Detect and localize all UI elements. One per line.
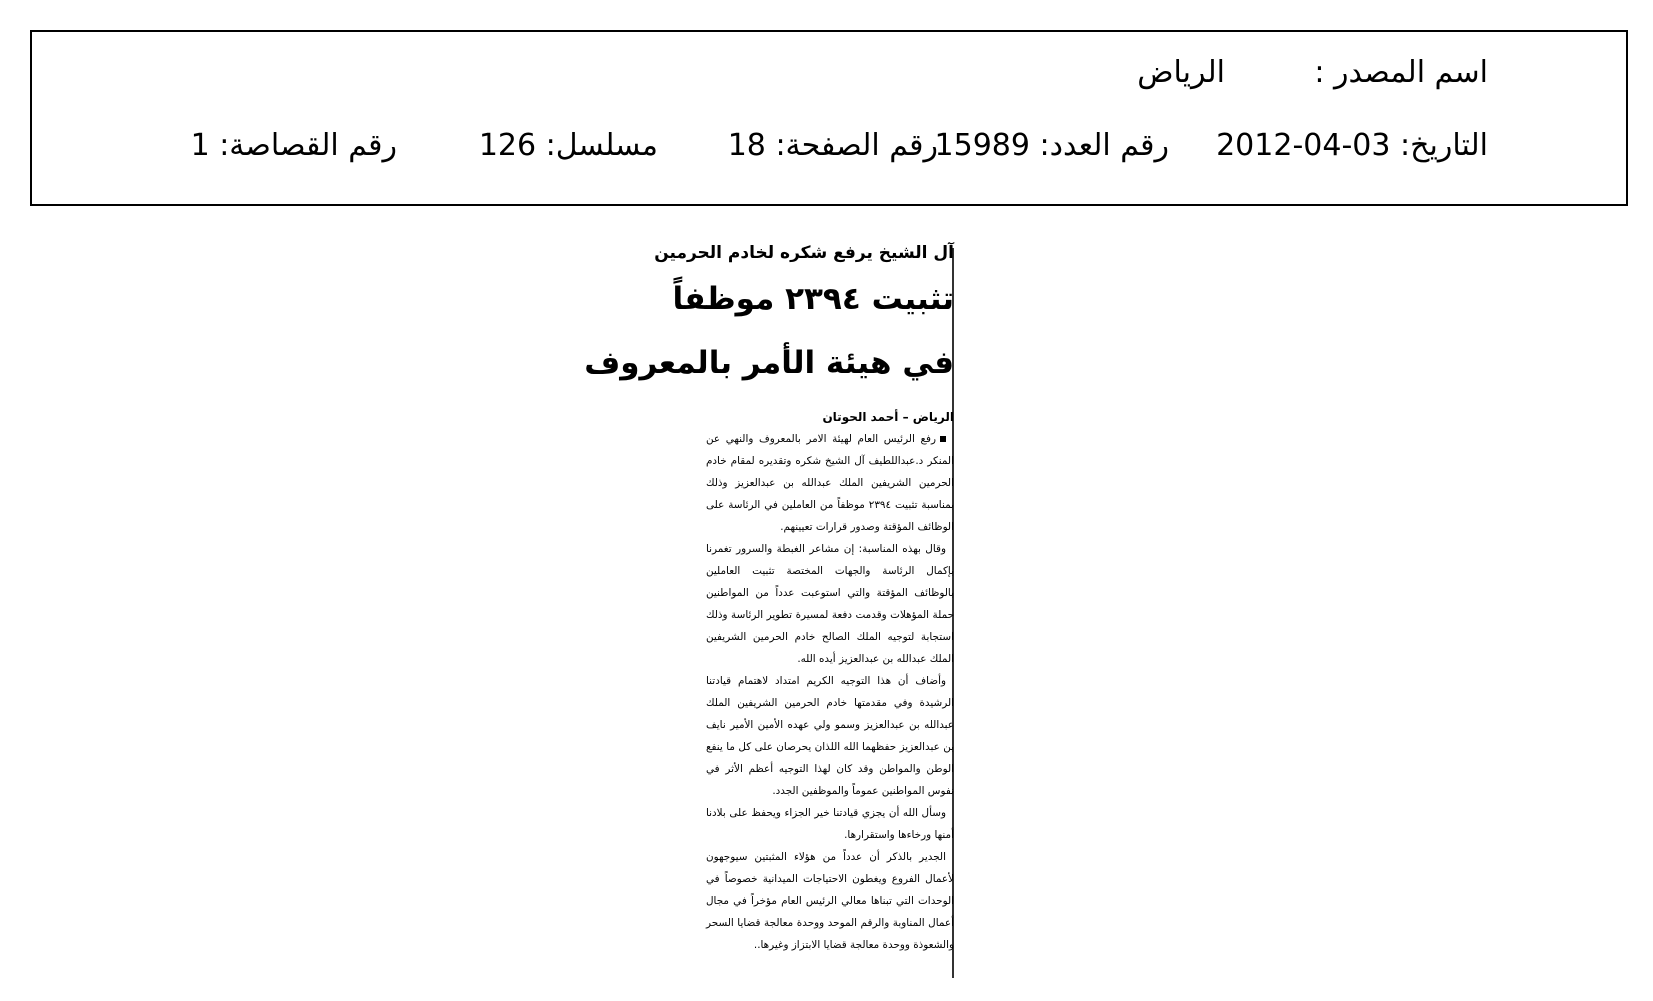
headline-line-1: تثبيت ٢٣٩٤ موظفاً <box>672 281 954 317</box>
issue-number-field: رقم العدد: 15989 <box>934 128 1169 163</box>
article-paragraph: الجدير بالذكر أن عدداً من هؤلاء المثبتين سيوجهون لأعمال الفروع ويغطون الاحتياجات الميدانية خصوصاً في الوحدات التي تبناها معالي الرئيس العام مؤخراً في مجال أعمال المناوبة والرقم الموحد ووحدة معالجة قضايا السحر والشعوذة ووحدة معالجة قضايا الابتزاز وغيرها.. <box>706 851 954 951</box>
article-paragraph: رفع الرئيس العام لهيئة الامر بالمعروف والنهي عن المنكر د.عبداللطيف آل الشيخ شكره وتقديره لمقام خادم الحرمين الشريفين الملك عبدالله بن عبدالعزيز وذلك بمناسبة تثبيت ٢٣٩٤ موظفاً من العاملين في الرئاسة على الوظائف المؤقتة وصدور قرارات تعيينهم. <box>706 433 954 533</box>
date-field: التاريخ: 03-04-2012 <box>1216 128 1488 163</box>
page-number-field: رقم الصفحة: 18 <box>727 128 938 163</box>
source-label: اسم المصدر : <box>1314 55 1488 90</box>
article-body <box>706 428 954 956</box>
clipping-number-field: رقم القصاصة: 1 <box>190 128 397 163</box>
article-kicker: آل الشيخ يرفع شكره لخادم الحرمين <box>654 243 954 263</box>
headline-line-2: في هيئة الأمر بالمعروف <box>584 345 954 381</box>
source-value: الرياض <box>1137 55 1225 90</box>
newspaper-clipping <box>584 240 954 982</box>
serial-field: مسلسل: 126 <box>478 128 658 163</box>
article-byline: الرياض – أحمد الحوتان <box>822 410 954 424</box>
article-paragraph: وسأل الله أن يجزي قيادتنا خير الجزاء ويحفظ على بلادنا أمنها ورخاءها واستقرارها. <box>706 807 954 841</box>
article-paragraph: وأضاف أن هذا التوجيه الكريم امتداد لاهتمام قيادتنا الرشيدة وفي مقدمتها خادم الحرمين الشريفين الملك عبدالله بن عبدالعزيز وسمو ولي عهده الأمين الأمير نايف بن عبدالعزيز حفظهما الله اللذان يحرصان على كل ما ينفع الوطن والمواطن وقد كان لهذا التوجيه أعظم الأثر في نفوس المواطنين عموماً والموظفين الجدد. <box>706 675 954 797</box>
article-paragraph: وقال بهذه المناسبة: إن مشاعر الغبطة والسرور تغمرنا بإكمال الرئاسة والجهات المختصة تثبيت العاملين بالوظائف المؤقتة والتي استوعبت عدداً من المواطنين حملة المؤهلات وقدمت دفعة لمسيرة تطوير الرئاسة وذلك استجابة لتوجيه الملك الصالح خادم الحرمين الشريفين الملك عبدالله بن عبدالعزيز أيده الله. <box>706 543 954 665</box>
square-bullet-icon <box>940 436 946 442</box>
